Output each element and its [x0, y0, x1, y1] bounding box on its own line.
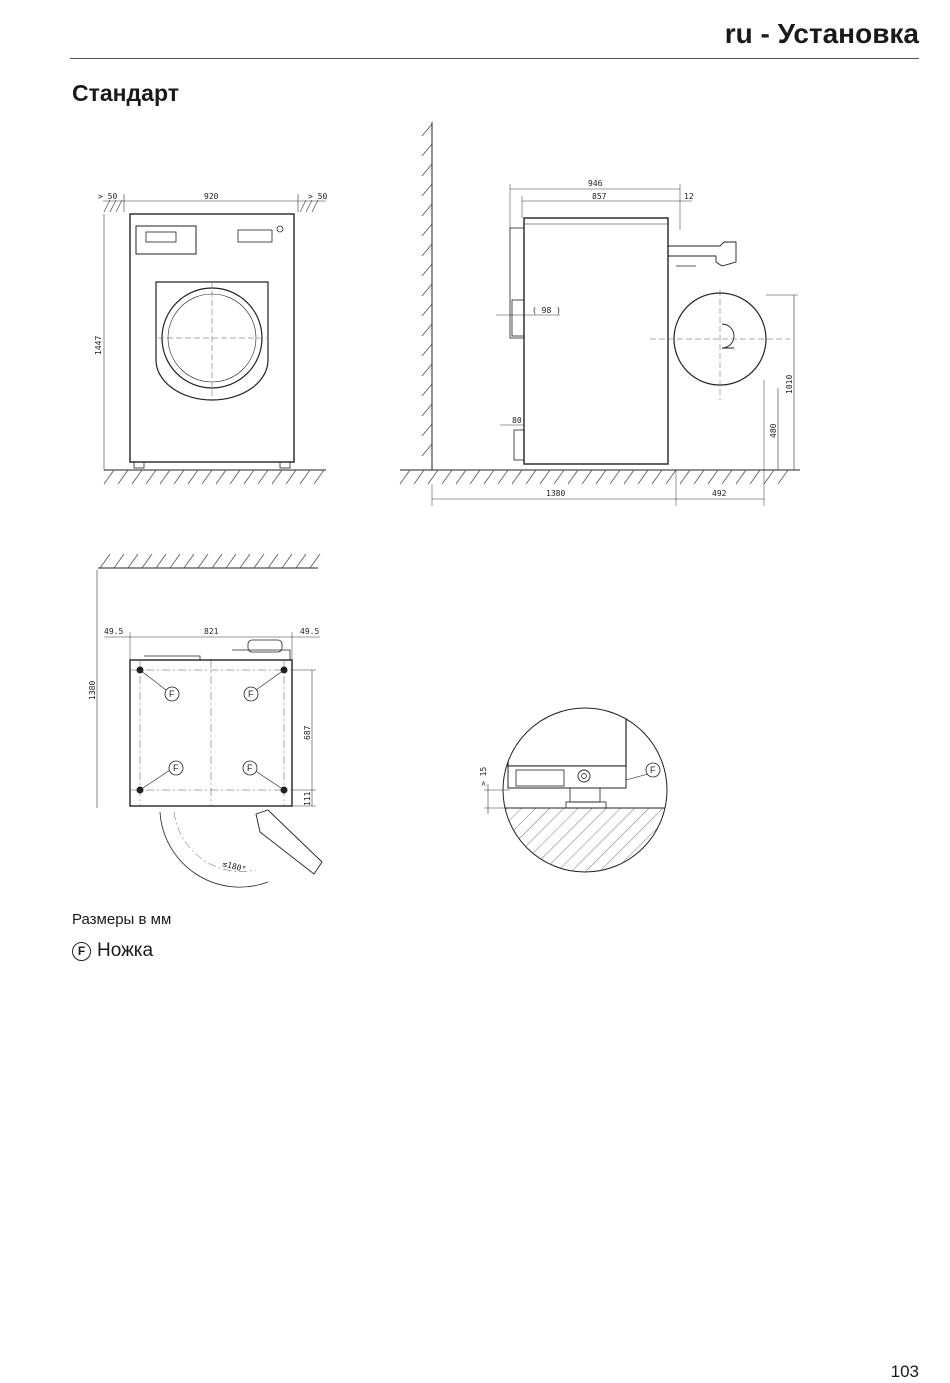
plan-foot-marker: F: [247, 763, 253, 773]
page-header-title: ru - Установка: [724, 18, 919, 49]
section-title: Стандарт: [72, 80, 179, 106]
plan-angle-label: ≤180°: [221, 859, 248, 875]
dimensions-caption: Размеры в мм: [72, 911, 172, 928]
plan-door-open-icon: [256, 810, 322, 874]
plan-depth-label: 1380: [88, 680, 97, 700]
front-height-label: 1447: [94, 335, 103, 355]
side-door-centre-height-label: 480: [769, 423, 778, 438]
plan-clearance-right-label: 49.5: [300, 627, 320, 636]
side-overall-depth-label: 946: [588, 179, 603, 188]
plan-foot-marker: F: [248, 689, 254, 699]
front-width-label: 920: [204, 192, 219, 201]
side-body-depth-label: 857: [592, 192, 607, 201]
legend-label: Ножка: [97, 940, 154, 961]
plan-foot-marker: F: [173, 763, 179, 773]
plan-clearance-left-label: 49.5: [104, 627, 124, 636]
legend-item: [72, 940, 153, 962]
plan-view: [88, 554, 322, 887]
plan-width-label: 821: [204, 627, 219, 636]
side-view: [400, 122, 800, 506]
side-machine-body: [524, 218, 668, 464]
side-bottom-offset-label: 80: [512, 416, 522, 425]
front-clearance-left-label: > 50: [98, 192, 118, 201]
plan-foot-spacing-label: 687: [303, 725, 312, 740]
front-wall-hatching: [104, 200, 318, 212]
plan-foot-offset-label: 111: [303, 791, 312, 806]
detail-view: [479, 696, 690, 888]
front-clearance-right-label: > 50: [308, 192, 328, 201]
detail-gap-label: > 15: [479, 766, 488, 786]
plan-foot-marker: F: [169, 689, 175, 699]
side-rear-offset-label: 12: [684, 192, 694, 201]
side-front-clearance-label: 1380: [546, 489, 566, 498]
side-handle-offset-label: ( 98 ): [532, 306, 561, 315]
detail-foot-marker: F: [650, 765, 656, 775]
foot-marker-icon: F: [72, 942, 91, 961]
front-view: [94, 192, 327, 484]
side-door-height-label: 1010: [785, 374, 794, 394]
page-number: 103: [890, 1362, 919, 1381]
side-door-swing-label: 492: [712, 489, 727, 498]
